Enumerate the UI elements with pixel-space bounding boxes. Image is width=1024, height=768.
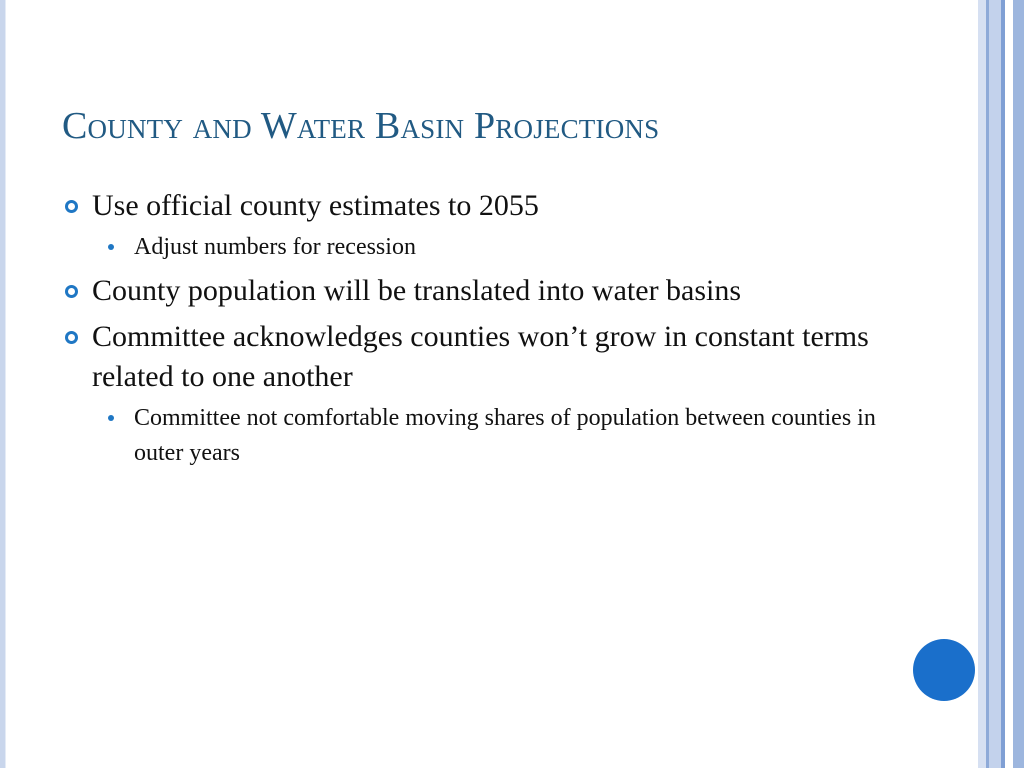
left-border-highlight: [5, 0, 6, 768]
bullet-item: [62, 317, 892, 397]
bullet-item: [62, 186, 892, 226]
slide-title: County and Water Basin Projections: [62, 105, 660, 147]
slide-body: [62, 186, 892, 477]
right-bar-3: [989, 0, 1001, 768]
sub-bullet-item: [62, 230, 892, 265]
bullet-text: Committee acknowledges counties won’t grow in constant terms related to one another: [92, 320, 869, 393]
sub-bullet-text: Adjust numbers for recession: [134, 234, 416, 260]
sub-bullet-item: [62, 401, 892, 471]
dot-bullet-icon: [108, 415, 114, 421]
decorative-circle: [913, 639, 975, 701]
ring-bullet-icon: [65, 285, 78, 298]
bullet-text: County population will be translated into water basins: [92, 274, 742, 307]
right-bar-6: [1013, 0, 1024, 768]
sub-bullet-text: Committee not comfortable moving shares of population between counties in outer years: [134, 405, 876, 466]
bullet-item: [62, 271, 892, 311]
bullet-text: Use official county estimates to 2055: [92, 189, 539, 222]
dot-bullet-icon: [108, 244, 114, 250]
ring-bullet-icon: [65, 331, 78, 344]
right-decorative-bars: [978, 0, 1024, 768]
right-bar-1: [978, 0, 986, 768]
ring-bullet-icon: [65, 200, 78, 213]
right-bar-5: [1005, 0, 1013, 768]
